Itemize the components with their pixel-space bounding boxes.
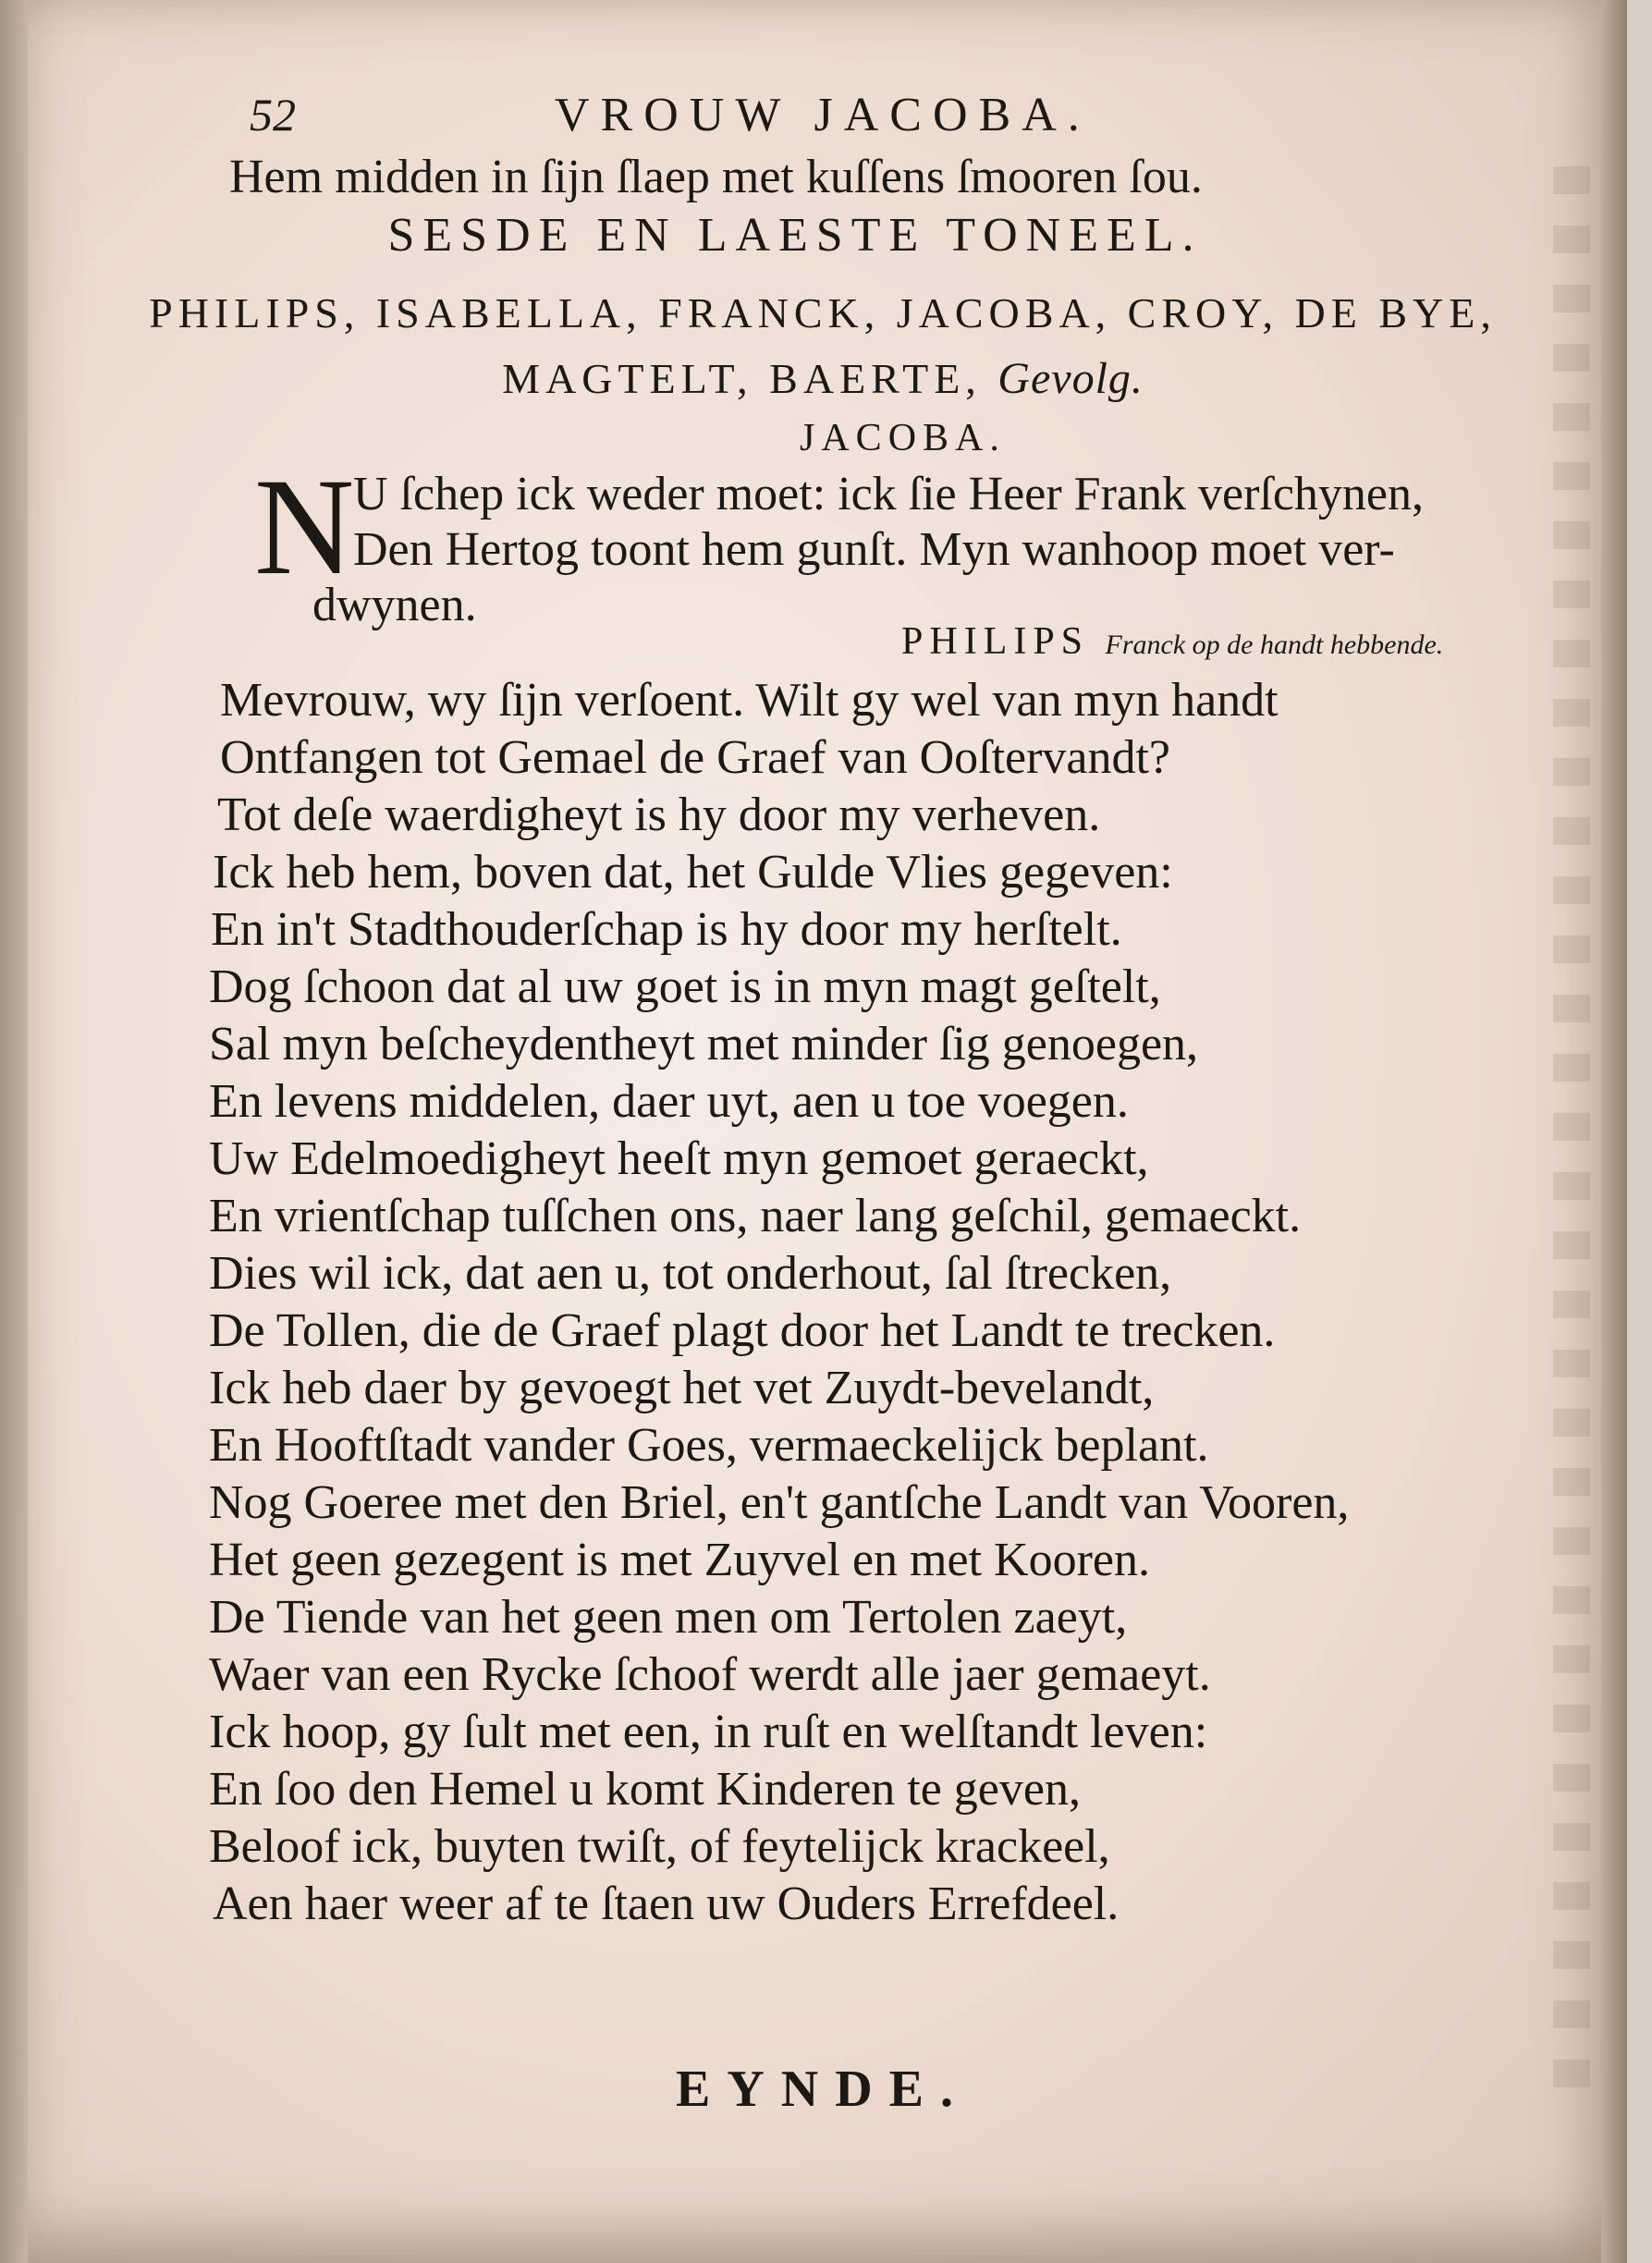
verse-line: dwynen. [312,579,477,631]
verse-line: Ontfangen tot Gemael de Graef van Ooſtervandt? [220,731,1171,784]
verse-line: Ick heb hem, boven dat, het Gulde Vlies gegeven: [213,846,1173,899]
verse-line: De Tollen, die de Graef plagt door het Landt te trecken. [209,1304,1276,1357]
bleed-through-shadow [1553,166,1590,2108]
cast-list-line-1: PHILIPS, ISABELLA, FRANCK, JACOBA, CROY, DE BYE, [149,289,1497,336]
cast-list-gevolg: Gevolg. [997,354,1144,403]
verse-line: Dies wil ick, dat aen u, tot onderhout, ſal ſtrecken, [209,1247,1172,1300]
verse-line: Nog Goeree met den Briel, en't gantſche Landt van Vooren, [209,1476,1350,1529]
cast-list-names: MAGTELT, BAERTE, [502,355,982,402]
verse-line: Dog ſchoon dat al uw goet is in myn magt geſtelt, [209,960,1161,1013]
running-head [250,88,1535,153]
speaker-name-text: PHILIPS [901,620,1090,663]
verse-line: Hem midden in ſijn ſlaep met kuſſens ſmooren ſou. [229,151,1203,203]
book-page [28,0,1627,2263]
verse-line: En vrientſchap tuſſchen ons, naer lang geſchil, gemaeckt. [209,1190,1302,1242]
speaker-name [901,619,1443,664]
scene-title: SESDE EN LAESTE TONEEL. [387,209,1203,262]
verse-line: De Tiende van het geen men om Tertolen zaeyt, [209,1591,1128,1644]
stage-direction: Franck op de handt hebbende. [1105,630,1444,660]
verse-line: Den Hertog toont hem gunſt. Myn wanhoop moet ver- [353,523,1395,576]
verse-line: En in't Stadthouderſchap is hy door my herſtelt. [211,903,1122,956]
running-title: VROUW JACOBA. [555,89,1091,141]
verse-line: Ick hoop, gy ſult met een, in ruſt en welſtandt leven: [209,1706,1208,1758]
cast-list-line-2 [28,353,1618,404]
verse-line: Sal myn beſcheydentheyt met minder ſig genoegen, [209,1018,1199,1070]
verse-line: Het geen gezegent is met Zuyvel en met Kooren. [209,1534,1150,1586]
verse-line: Mevrouw, wy ſijn verſoent. Wilt gy wel van myn handt [220,674,1279,727]
drop-cap: N [254,450,355,604]
verse-line: U ſchep ick weder moet: ick ſie Heer Frank verſchynen, [353,468,1424,520]
verse-line: En Hooftſtadt vander Goes, vermaeckelijck beplant. [209,1419,1209,1472]
verse-line: Ick heb daer by gevoegt het vet Zuydt-bevelandt, [209,1362,1155,1414]
verse-line: Aen haer weer af te ſtaen uw Ouders Errefdeel. [213,1878,1120,1930]
end-mark: EYNDE. [675,2061,971,2118]
verse-line: Tot deſe waerdigheyt is hy door my verheven. [217,789,1101,841]
verse-line: En ſoo den Hemel u komt Kinderen te geven, [209,1763,1081,1816]
verse-line: Uw Edelmoedigheyt heeſt myn gemoet geraeckt, [209,1132,1149,1185]
page-edge-shadow [1601,0,1627,2263]
page-number: 52 [250,89,296,141]
verse-line: Beloof ick, buyten twiſt, of feytelijck krackeel, [209,1820,1110,1873]
verse-line: En levens middelen, daer uyt, aen u toe voegen. [209,1075,1129,1128]
verse-line: Waer van een Rycke ſchoof werdt alle jaer gemaeyt. [209,1648,1211,1701]
speaker-name: JACOBA. [800,417,1006,459]
